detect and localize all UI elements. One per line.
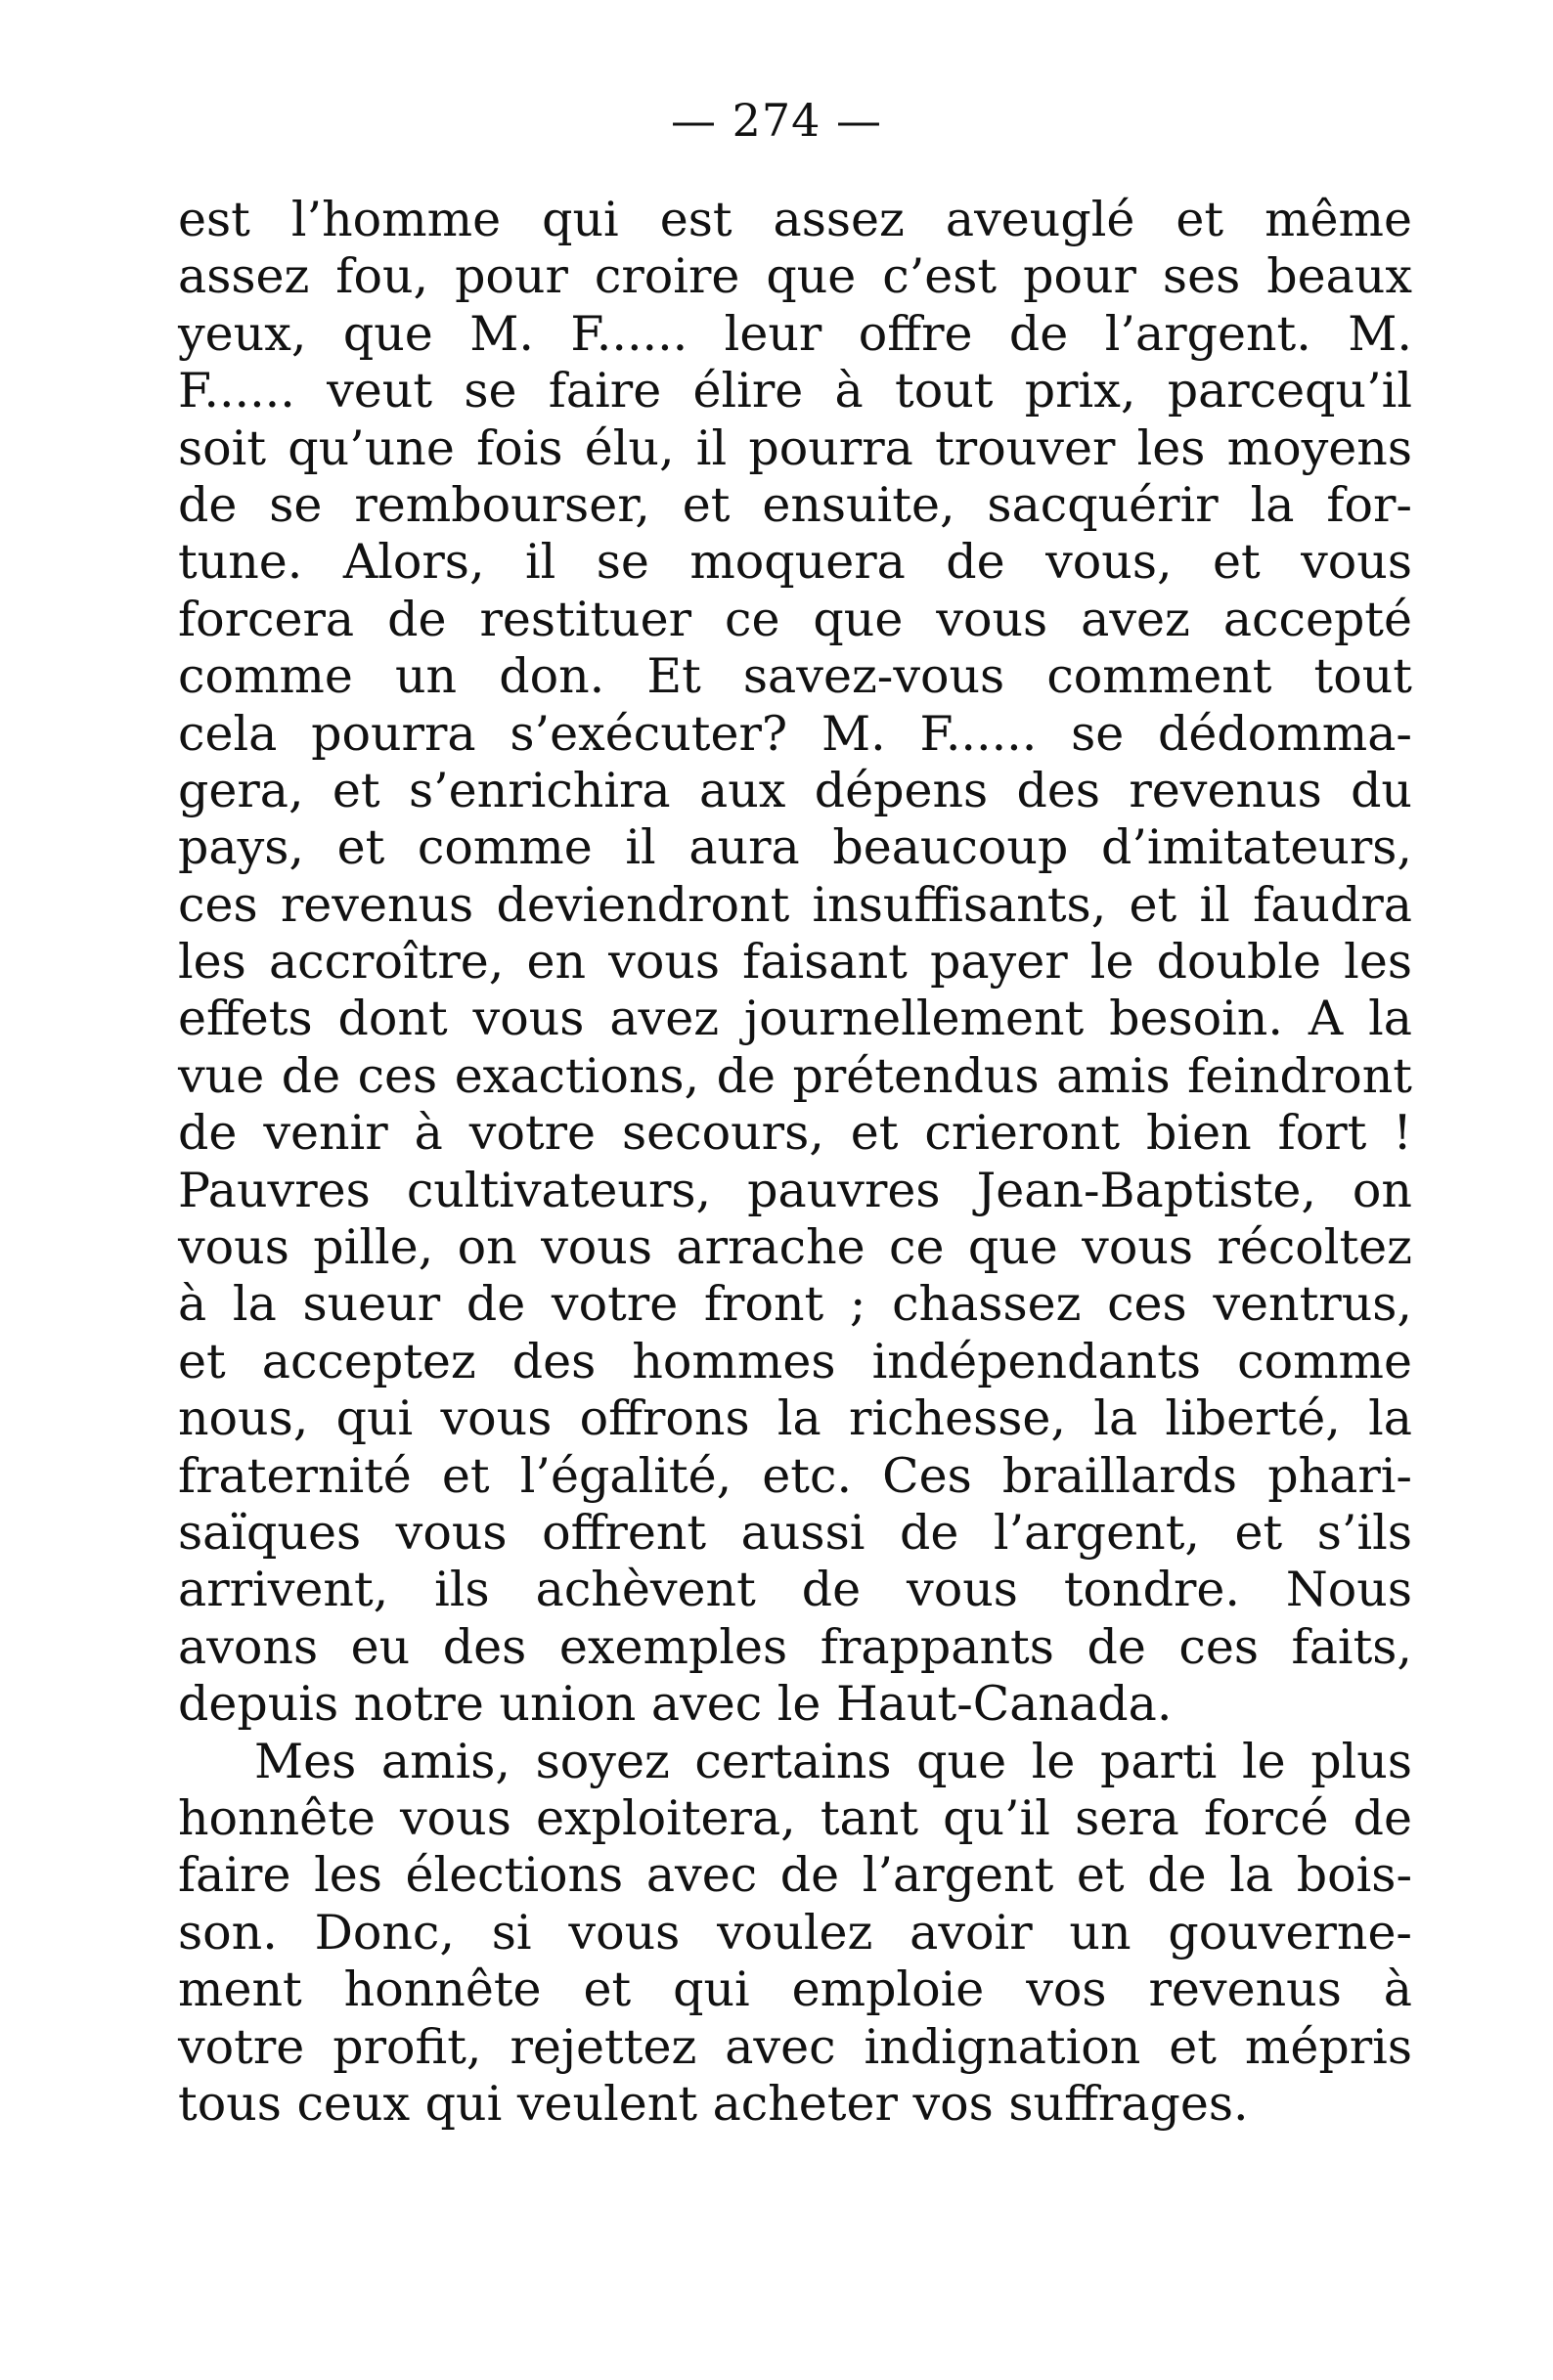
text-line: Pauvres cultivateurs, pauvres Jean-Baptiste, on <box>178 1162 1412 1218</box>
text-line: ces revenus deviendront insuffisants, et il faudra <box>178 876 1412 933</box>
text-line: fraternité et l’égalité, etc. Ces braillards phari- <box>178 1447 1412 1504</box>
text-line: nous, qui vous offrons la richesse, la liberté, la <box>178 1390 1412 1447</box>
page-number: — 274 — <box>670 94 883 147</box>
text-line: et acceptez des hommes indépendants comme <box>178 1333 1412 1389</box>
text-line: avons eu des exemples frappants de ces faits, <box>178 1618 1412 1675</box>
text-line: vue de ces exactions, de prétendus amis feindront <box>178 1047 1412 1104</box>
paragraph-end-line: tous ceux qui veulent acheter vos suffrages. <box>178 2075 1249 2132</box>
text-line: arrivent, ils achèvent de vous tondre. Nous <box>178 1562 1412 1618</box>
text-line: effets dont vous avez journellement besoin. A la <box>178 991 1412 1047</box>
text-line: son. Donc, si vous voulez avoir un gouverne- <box>178 1904 1412 1961</box>
text-line: assez fou, pour croire que c’est pour ses beaux <box>178 248 1412 305</box>
text-line: yeux, que M. F...... leur offre de l’argent. M. <box>178 305 1412 362</box>
text-line: les accroître, en vous faisant payer le double les <box>178 934 1412 991</box>
text-line: saïques vous offrent aussi de l’argent, et s’ils <box>178 1504 1412 1561</box>
text-line: soit qu’une fois élu, il pourra trouver les moyens <box>178 419 1412 476</box>
text-line: votre profit, rejettez avec indignation et mépris <box>178 2018 1412 2075</box>
text-line: pays, et comme il aura beaucoup d’imitateurs, <box>178 819 1412 876</box>
text-line: comme un don. Et savez-vous comment tout <box>178 648 1412 705</box>
text-line: à la sueur de votre front ; chassez ces ventrus, <box>178 1276 1412 1333</box>
text-line: ment honnête et qui emploie vos revenus à <box>178 1961 1412 2018</box>
text-line: cela pourra s’exécuter? M. F...... se dédomma- <box>178 705 1412 762</box>
text-line: honnête vous exploitera, tant qu’il sera forcé de <box>178 1789 1412 1846</box>
text-line: tune. Alors, il se moquera de vous, et vous <box>178 534 1412 591</box>
text-line: vous pille, on vous arrache ce que vous récoltez <box>178 1219 1412 1276</box>
text-line: gera, et s’enrichira aux dépens des revenus du <box>178 762 1412 818</box>
paragraph-end-line: depuis notre union avec le Haut-Canada. <box>178 1676 1173 1733</box>
body-text <box>178 192 1412 2133</box>
text-line: de venir à votre secours, et crieront bien fort ! <box>178 1105 1412 1162</box>
text-line: forcera de restituer ce que vous avez accepté <box>178 591 1412 647</box>
text-line: de se rembourser, et ensuite, sacquérir la for- <box>178 476 1412 533</box>
text-line: F...... veut se faire élire à tout prix, parcequ’il <box>178 363 1412 419</box>
text-line: faire les élections avec de l’argent et de la bois- <box>178 1847 1412 1904</box>
paragraph-start-line: Mes amis, soyez certains que le parti le plus <box>254 1733 1412 1789</box>
text-line: est l’homme qui est assez aveuglé et même <box>178 192 1412 247</box>
